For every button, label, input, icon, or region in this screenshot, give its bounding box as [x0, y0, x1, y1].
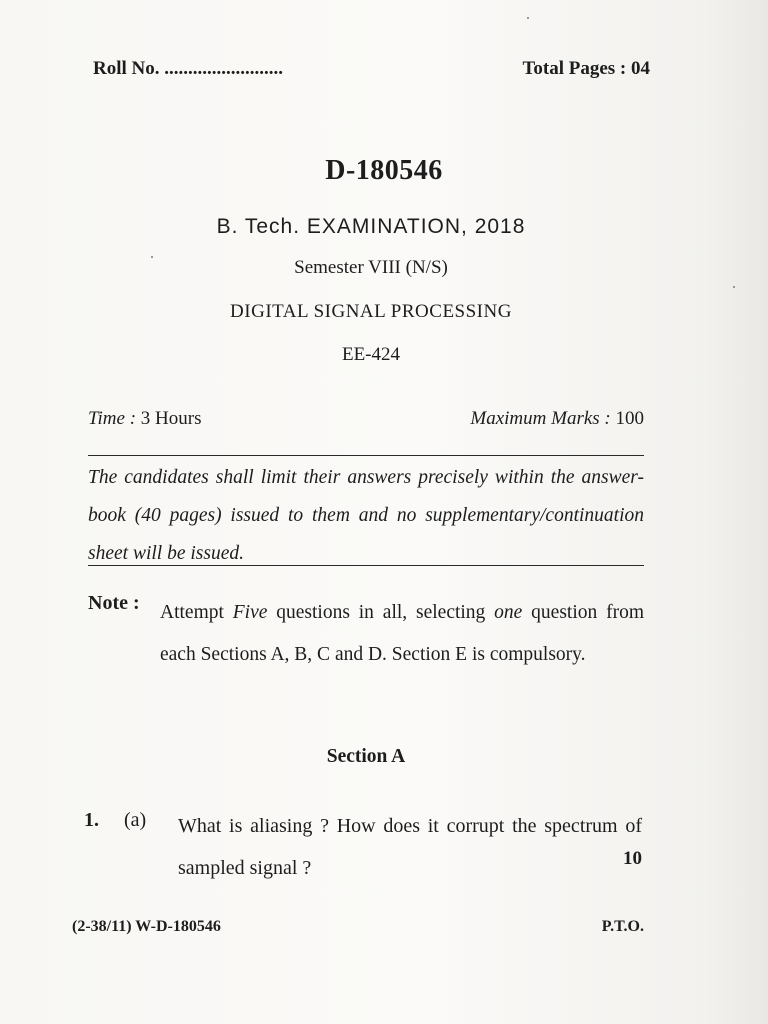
page-footer [72, 918, 644, 936]
time-marks-row [88, 408, 644, 430]
note-emphasis-one: one [494, 602, 523, 623]
time-allowed [88, 408, 201, 430]
subject-title: DIGITAL SIGNAL PROCESSING [230, 301, 512, 322]
note-part-1: Attempt [160, 602, 233, 623]
divider-bottom [88, 565, 644, 566]
divider-top [88, 455, 644, 456]
note-emphasis-five: Five [232, 602, 268, 623]
time-value: 3 Hours [140, 408, 202, 429]
total-pages: Total Pages : 04 [522, 58, 650, 79]
exam-title: B. Tech. EXAMINATION, 2018 [216, 215, 526, 238]
paper-speck [733, 286, 735, 288]
footer-paper-code: (2-38/11) W-D-180546 [72, 918, 221, 935]
maximum-marks [470, 408, 644, 430]
note-part-2: questions in all, selecting [267, 602, 495, 623]
note-part-3: question from each Sections A, B, C and D. Section E is compulsory. [160, 602, 644, 665]
max-marks-label: Maximum Marks : [470, 408, 616, 429]
question-marks: 10 [623, 848, 642, 869]
question-part: (a) [124, 809, 147, 831]
semester-line: Semester VIII (N/S) [294, 257, 448, 278]
note-label: Note : [88, 592, 140, 614]
candidate-instructions: The candidates shall limit their answers precisely within the answer-book (40 pages) issued to them and no supplementary/continuation sheet will be issued. [88, 467, 644, 564]
please-turn-over: P.T.O. [601, 918, 644, 935]
time-label: Time : [88, 408, 141, 429]
paper-speck [527, 17, 529, 19]
paper-code: D-180546 [325, 155, 443, 186]
roll-number-field: Roll No. ......................... [93, 58, 283, 79]
question-text: What is aliasing ? How does it corrupt the spectrum of sampled signal ? [178, 815, 642, 879]
section-heading: Section A [326, 746, 406, 767]
course-code: EE-424 [341, 344, 401, 365]
paper-speck [151, 256, 153, 258]
question-number: 1. [84, 809, 99, 831]
note-text [160, 592, 644, 676]
max-marks-value: 100 [615, 408, 644, 429]
header-row [93, 58, 650, 80]
